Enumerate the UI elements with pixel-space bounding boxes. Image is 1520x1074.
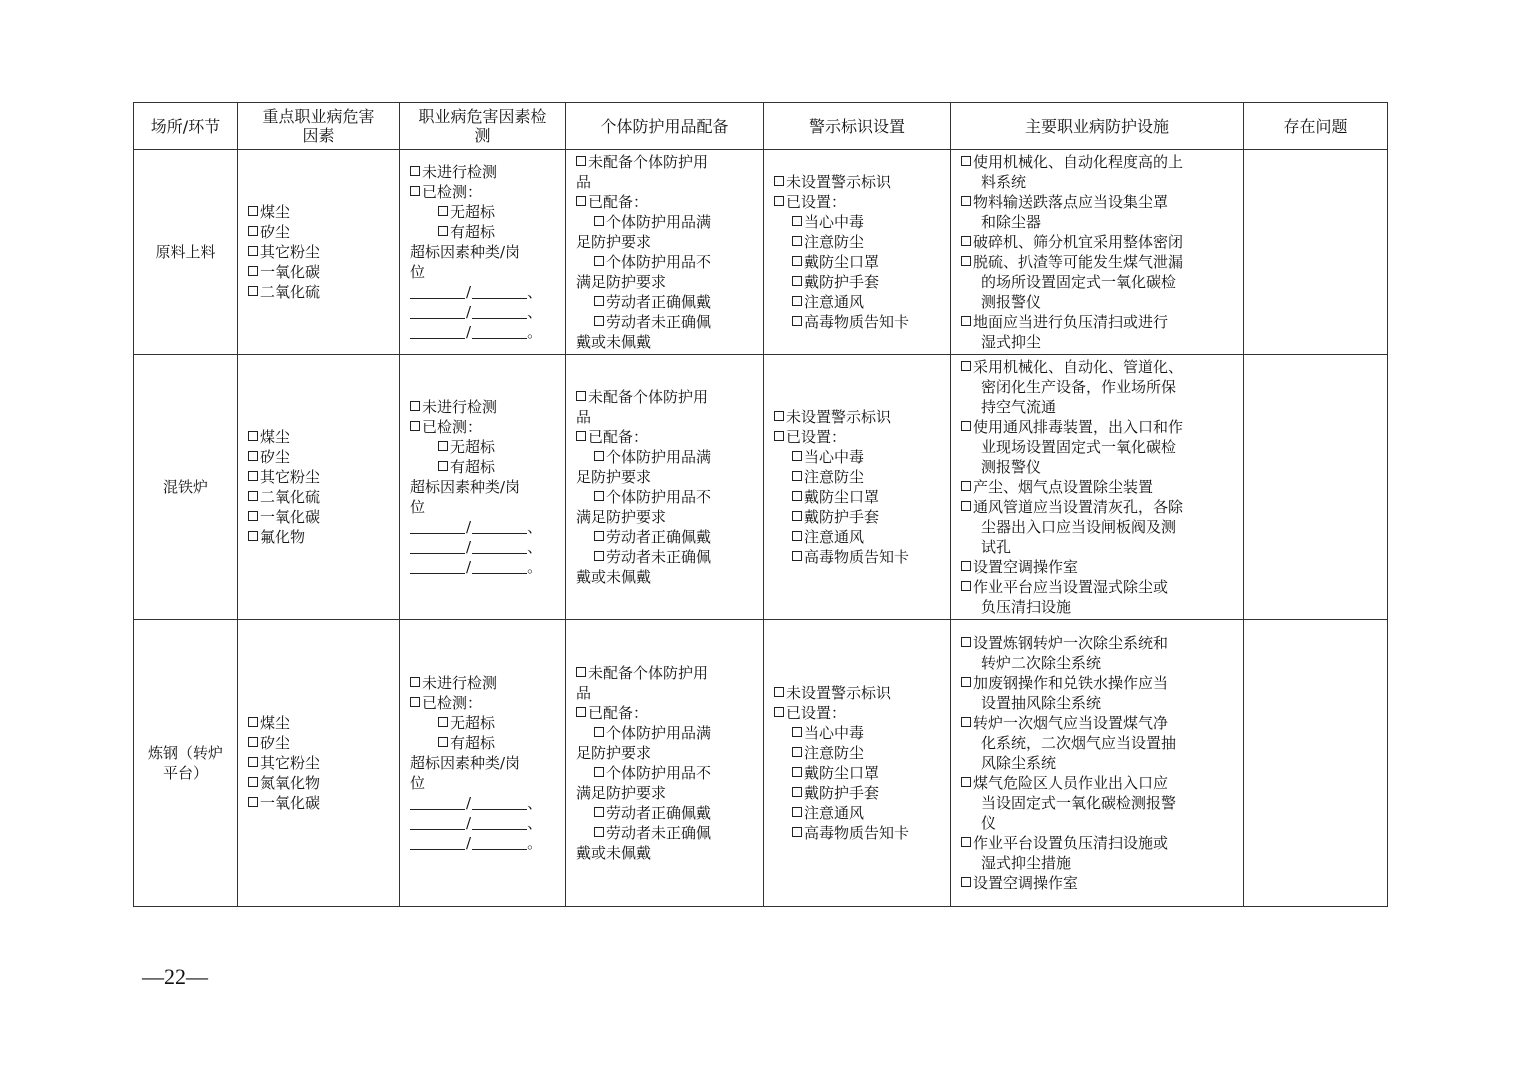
facility-line: 通风管道应当设置清灰孔，各除: [961, 497, 1237, 517]
slash-separator: /: [466, 814, 472, 832]
facility-line: 业现场设置固定式一氧化碳检: [981, 438, 1177, 456]
hazard-option: 其它粉尘: [248, 753, 393, 773]
checkbox-icon[interactable]: [594, 807, 604, 817]
fill-blank-line[interactable]: / 、: [410, 517, 559, 537]
header-issues: 存在问题: [1244, 103, 1388, 150]
checkbox-icon[interactable]: [792, 296, 802, 306]
facility-line: 采用机械化、自动化、管道化、: [961, 357, 1237, 377]
blank-field[interactable]: [472, 559, 527, 574]
issues-cell[interactable]: [1244, 150, 1388, 355]
facility-line: 转炉一次烟气应当设置煤气净: [961, 713, 1237, 733]
facility-line: 负压清扫设施: [981, 598, 1072, 616]
checkbox-icon[interactable]: [438, 717, 448, 727]
slash-separator: /: [466, 283, 472, 301]
blank-field[interactable]: [410, 795, 465, 810]
facilities-cell: [951, 620, 1244, 907]
checkbox-icon[interactable]: [248, 451, 258, 461]
slash-separator: /: [466, 558, 472, 576]
hazard-option: 其它粉尘: [248, 242, 393, 262]
facility-line: 化系统，二次烟气应当设置抽: [981, 734, 1177, 752]
hazard-option: 矽尘: [248, 733, 393, 753]
checkbox-icon[interactable]: [961, 561, 971, 571]
checkbox-icon[interactable]: [792, 236, 802, 246]
hazards-cell: [238, 355, 400, 620]
blank-field[interactable]: [472, 835, 527, 850]
checkbox-icon[interactable]: [594, 296, 604, 306]
hazard-option: 一氧化碳: [248, 793, 393, 813]
checkbox-icon[interactable]: [792, 316, 802, 326]
hazard-option: 煤尘: [248, 202, 393, 222]
header-ppe: 个体防护用品配备: [566, 103, 764, 150]
facility-line: 设置空调操作室: [961, 557, 1237, 577]
checkbox-icon[interactable]: [438, 226, 448, 236]
checkbox-icon[interactable]: [248, 206, 258, 216]
checkbox-icon[interactable]: [576, 391, 586, 401]
checkbox-icon[interactable]: [961, 236, 971, 246]
checkbox-icon[interactable]: [248, 286, 258, 296]
header-location: 场所/环节: [134, 103, 238, 150]
detection-cell: 未进行检测 已检测： 无超标 有超标 超标因素种类/岗 位 / 、 / 、 / 。: [400, 620, 566, 907]
checkbox-icon[interactable]: [410, 421, 420, 431]
hazard-option: 煤尘: [248, 427, 393, 447]
blank-field[interactable]: [410, 559, 465, 574]
checkbox-icon[interactable]: [961, 637, 971, 647]
header-signs: 警示标识设置: [764, 103, 951, 150]
checkbox-icon[interactable]: [248, 226, 258, 236]
checkbox-icon[interactable]: [792, 471, 802, 481]
detection-cell: 未进行检测 已检测： 无超标 有超标 超标因素种类/岗 位 / 、 / 、 / 。: [400, 150, 566, 355]
slash-separator: /: [466, 834, 472, 852]
checkbox-icon[interactable]: [774, 196, 784, 206]
fill-blank-line[interactable]: / 、: [410, 537, 559, 557]
checkbox-icon[interactable]: [410, 401, 420, 411]
facility-line: 密闭化生产设备，作业场所保: [981, 378, 1177, 396]
checkbox-icon[interactable]: [792, 491, 802, 501]
facility-line: 料系统: [981, 173, 1027, 191]
checkbox-icon[interactable]: [248, 531, 258, 541]
facility-line: 设置空调操作室: [961, 873, 1237, 893]
checkbox-icon[interactable]: [248, 511, 258, 521]
checkbox-icon[interactable]: [438, 461, 448, 471]
checkbox-icon[interactable]: [961, 677, 971, 687]
table-row: [134, 150, 1388, 355]
checkbox-icon[interactable]: [961, 316, 971, 326]
header-hazards: 重点职业病危害因素: [238, 103, 400, 150]
checkbox-icon[interactable]: [594, 531, 604, 541]
facilities-cell: [951, 150, 1244, 355]
issues-cell[interactable]: [1244, 355, 1388, 620]
checkbox-icon[interactable]: [774, 687, 784, 697]
checkbox-icon[interactable]: [438, 737, 448, 747]
checkbox-icon[interactable]: [961, 581, 971, 591]
checkbox-icon[interactable]: [961, 421, 971, 431]
checkbox-icon[interactable]: [248, 246, 258, 256]
blank-field[interactable]: [410, 304, 465, 319]
checkbox-icon[interactable]: [248, 797, 258, 807]
checkbox-icon[interactable]: [961, 501, 971, 511]
checkbox-icon[interactable]: [410, 186, 420, 196]
checkbox-icon[interactable]: [410, 166, 420, 176]
facility-line: 破碎机、筛分机宜采用整体密闭: [961, 232, 1237, 252]
ppe-cell: 未配备个体防护用 品 已配备： 个体防护用品满 足防护要求 个体防护用品不 满足防护要求 劳动者正确佩戴 劳动者未正确佩 戴或未佩戴: [566, 355, 764, 620]
blank-field[interactable]: [472, 519, 527, 534]
location-cell: 混铁炉: [134, 355, 238, 620]
checkbox-icon[interactable]: [774, 431, 784, 441]
checkbox-icon[interactable]: [438, 441, 448, 451]
checkbox-icon[interactable]: [792, 827, 802, 837]
blank-field[interactable]: [472, 304, 527, 319]
blank-field[interactable]: [410, 519, 465, 534]
checkbox-icon[interactable]: [792, 216, 802, 226]
checkbox-icon[interactable]: [792, 551, 802, 561]
checkbox-icon[interactable]: [774, 707, 784, 717]
table-row: [134, 355, 1388, 620]
location-cell: 原料上料: [134, 150, 238, 355]
blank-field[interactable]: [410, 324, 465, 339]
checkbox-icon[interactable]: [594, 767, 604, 777]
checkbox-icon[interactable]: [792, 451, 802, 461]
facilities-cell: [951, 355, 1244, 620]
checkbox-icon[interactable]: [248, 737, 258, 747]
location-cell: 炼钢（转炉平台）: [134, 620, 238, 907]
facility-line: 当设固定式一氧化碳检测报警: [981, 794, 1177, 812]
facility-line: 湿式抑尘: [981, 333, 1042, 351]
header-row: [134, 103, 1388, 150]
facility-line: 加废钢操作和兑铁水操作应当: [961, 673, 1237, 693]
checkbox-icon[interactable]: [792, 727, 802, 737]
signs-cell: 未设置警示标识 已设置： 当心中毒 注意防尘 戴防尘口罩 戴防护手套 注意通风 高毒物质告知卡: [764, 620, 951, 907]
signs-cell: 未设置警示标识 已设置： 当心中毒 注意防尘 戴防尘口罩 戴防护手套 注意通风 高毒物质告知卡: [764, 150, 951, 355]
hazards-cell: [238, 150, 400, 355]
checkbox-icon[interactable]: [774, 176, 784, 186]
facility-line: 湿式抑尘措施: [981, 854, 1072, 872]
checkbox-icon[interactable]: [248, 491, 258, 501]
facility-line: 持空气流通: [981, 398, 1057, 416]
slash-separator: /: [466, 518, 472, 536]
checkbox-icon[interactable]: [438, 206, 448, 216]
checkbox-icon[interactable]: [961, 717, 971, 727]
hazard-option: 氟化物: [248, 527, 393, 547]
checkbox-icon[interactable]: [576, 667, 586, 677]
checkbox-icon[interactable]: [248, 717, 258, 727]
blank-field[interactable]: [472, 815, 527, 830]
facility-line: 地面应当进行负压清扫或进行: [961, 312, 1237, 332]
facility-line: 转炉二次除尘系统: [981, 654, 1102, 672]
checkbox-icon[interactable]: [961, 877, 971, 887]
checkbox-icon[interactable]: [961, 256, 971, 266]
checkbox-icon[interactable]: [576, 431, 586, 441]
slash-separator: /: [466, 303, 472, 321]
hazard-option: 矽尘: [248, 447, 393, 467]
checkbox-icon[interactable]: [792, 276, 802, 286]
facility-line: 脱硫、扒渣等可能发生煤气泄漏: [961, 252, 1237, 272]
checkbox-icon[interactable]: [576, 156, 586, 166]
blank-field[interactable]: [472, 324, 527, 339]
checkbox-icon[interactable]: [792, 787, 802, 797]
checkbox-icon[interactable]: [792, 767, 802, 777]
fill-blank-line[interactable]: / 、: [410, 302, 559, 322]
page-number: —22—: [142, 964, 208, 989]
checkbox-icon[interactable]: [792, 747, 802, 757]
hazard-option: 氮氧化物: [248, 773, 393, 793]
blank-field[interactable]: [472, 795, 527, 810]
slash-separator: /: [466, 323, 472, 341]
checkbox-icon[interactable]: [594, 256, 604, 266]
facility-line: 尘器出入口应当设闸板阀及测: [981, 518, 1177, 536]
facility-line: 煤气危险区人员作业出入口应: [961, 773, 1237, 793]
checkbox-icon[interactable]: [248, 757, 258, 767]
hazard-option: 矽尘: [248, 222, 393, 242]
fill-blank-line[interactable]: / 、: [410, 793, 559, 813]
checkbox-icon[interactable]: [410, 697, 420, 707]
checkbox-icon[interactable]: [961, 196, 971, 206]
blank-field[interactable]: [472, 284, 527, 299]
facility-line: 作业平台应当设置湿式除尘或: [961, 577, 1237, 597]
checkbox-icon[interactable]: [961, 837, 971, 847]
facility-line: 设置抽风除尘系统: [981, 694, 1102, 712]
checkbox-icon[interactable]: [594, 451, 604, 461]
facility-line: 使用机械化、自动化程度高的上: [961, 152, 1237, 172]
checkbox-icon[interactable]: [248, 777, 258, 787]
blank-field[interactable]: [472, 539, 527, 554]
hazard-option: 煤尘: [248, 713, 393, 733]
fill-blank-line[interactable]: / 。: [410, 557, 559, 577]
hazard-option: 二氧化硫: [248, 487, 393, 507]
fill-blank-line[interactable]: / 、: [410, 282, 559, 302]
header-detection: 职业病危害因素检测: [400, 103, 566, 150]
checkbox-icon[interactable]: [576, 707, 586, 717]
checkbox-icon[interactable]: [594, 827, 604, 837]
facility-line: 物料输送跌落点应当设集尘罩: [961, 192, 1237, 212]
facility-line: 测报警仪: [981, 458, 1042, 476]
checkbox-icon[interactable]: [248, 471, 258, 481]
checkbox-icon[interactable]: [961, 156, 971, 166]
detection-cell: 未进行检测 已检测： 无超标 有超标 超标因素种类/岗 位 / 、 / 、 / 。: [400, 355, 566, 620]
blank-field[interactable]: [410, 284, 465, 299]
slash-separator: /: [466, 538, 472, 556]
facility-line: 使用通风排毒装置，出入口和作: [961, 417, 1237, 437]
checkbox-icon[interactable]: [594, 316, 604, 326]
hazard-option: 二氧化硫: [248, 282, 393, 302]
checkbox-icon[interactable]: [961, 777, 971, 787]
checkbox-icon[interactable]: [792, 256, 802, 266]
facility-line: 试孔: [981, 538, 1012, 556]
facility-line: 作业平台设置负压清扫设施或: [961, 833, 1237, 853]
checkbox-icon[interactable]: [594, 727, 604, 737]
facility-line: 和除尘器: [981, 213, 1042, 231]
slash-separator: /: [466, 794, 472, 812]
checkbox-icon[interactable]: [961, 481, 971, 491]
hazard-option: 一氧化碳: [248, 262, 393, 282]
header-facilities: 主要职业病防护设施: [951, 103, 1244, 150]
hazards-cell: [238, 620, 400, 907]
blank-field[interactable]: [410, 815, 465, 830]
checkbox-icon[interactable]: [576, 196, 586, 206]
facility-line: 仪: [981, 814, 997, 832]
checkbox-icon[interactable]: [594, 491, 604, 501]
ppe-cell: 未配备个体防护用 品 已配备： 个体防护用品满 足防护要求 个体防护用品不 满足防护要求 劳动者正确佩戴 劳动者未正确佩 戴或未佩戴: [566, 620, 764, 907]
hazard-option: 其它粉尘: [248, 467, 393, 487]
checkbox-icon[interactable]: [792, 511, 802, 521]
hazard-table: [133, 102, 1388, 907]
fill-blank-line[interactable]: / 。: [410, 322, 559, 342]
checkbox-icon[interactable]: [961, 361, 971, 371]
checkbox-icon[interactable]: [594, 216, 604, 226]
facility-line: 设置炼钢转炉一次除尘系统和: [961, 633, 1237, 653]
facility-line: 产尘、烟气点设置除尘装置: [961, 477, 1237, 497]
checkbox-icon[interactable]: [248, 266, 258, 276]
table-row: [134, 620, 1388, 907]
checkbox-icon[interactable]: [792, 531, 802, 541]
checkbox-icon[interactable]: [594, 551, 604, 561]
fill-blank-line[interactable]: / 。: [410, 833, 559, 853]
checkbox-icon[interactable]: [248, 431, 258, 441]
fill-blank-line[interactable]: / 、: [410, 813, 559, 833]
blank-field[interactable]: [410, 539, 465, 554]
ppe-cell: 未配备个体防护用 品 已配备： 个体防护用品满 足防护要求 个体防护用品不 满足防护要求 劳动者正确佩戴 劳动者未正确佩 戴或未佩戴: [566, 150, 764, 355]
issues-cell[interactable]: [1244, 620, 1388, 907]
checkbox-icon[interactable]: [774, 411, 784, 421]
checkbox-icon[interactable]: [792, 807, 802, 817]
blank-field[interactable]: [410, 835, 465, 850]
hazard-option: 一氧化碳: [248, 507, 393, 527]
facility-line: 测报警仪: [981, 293, 1042, 311]
checkbox-icon[interactable]: [410, 677, 420, 687]
facility-line: 的场所设置固定式一氧化碳检: [981, 273, 1177, 291]
signs-cell: 未设置警示标识 已设置： 当心中毒 注意防尘 戴防尘口罩 戴防护手套 注意通风 高毒物质告知卡: [764, 355, 951, 620]
facility-line: 风除尘系统: [981, 754, 1057, 772]
